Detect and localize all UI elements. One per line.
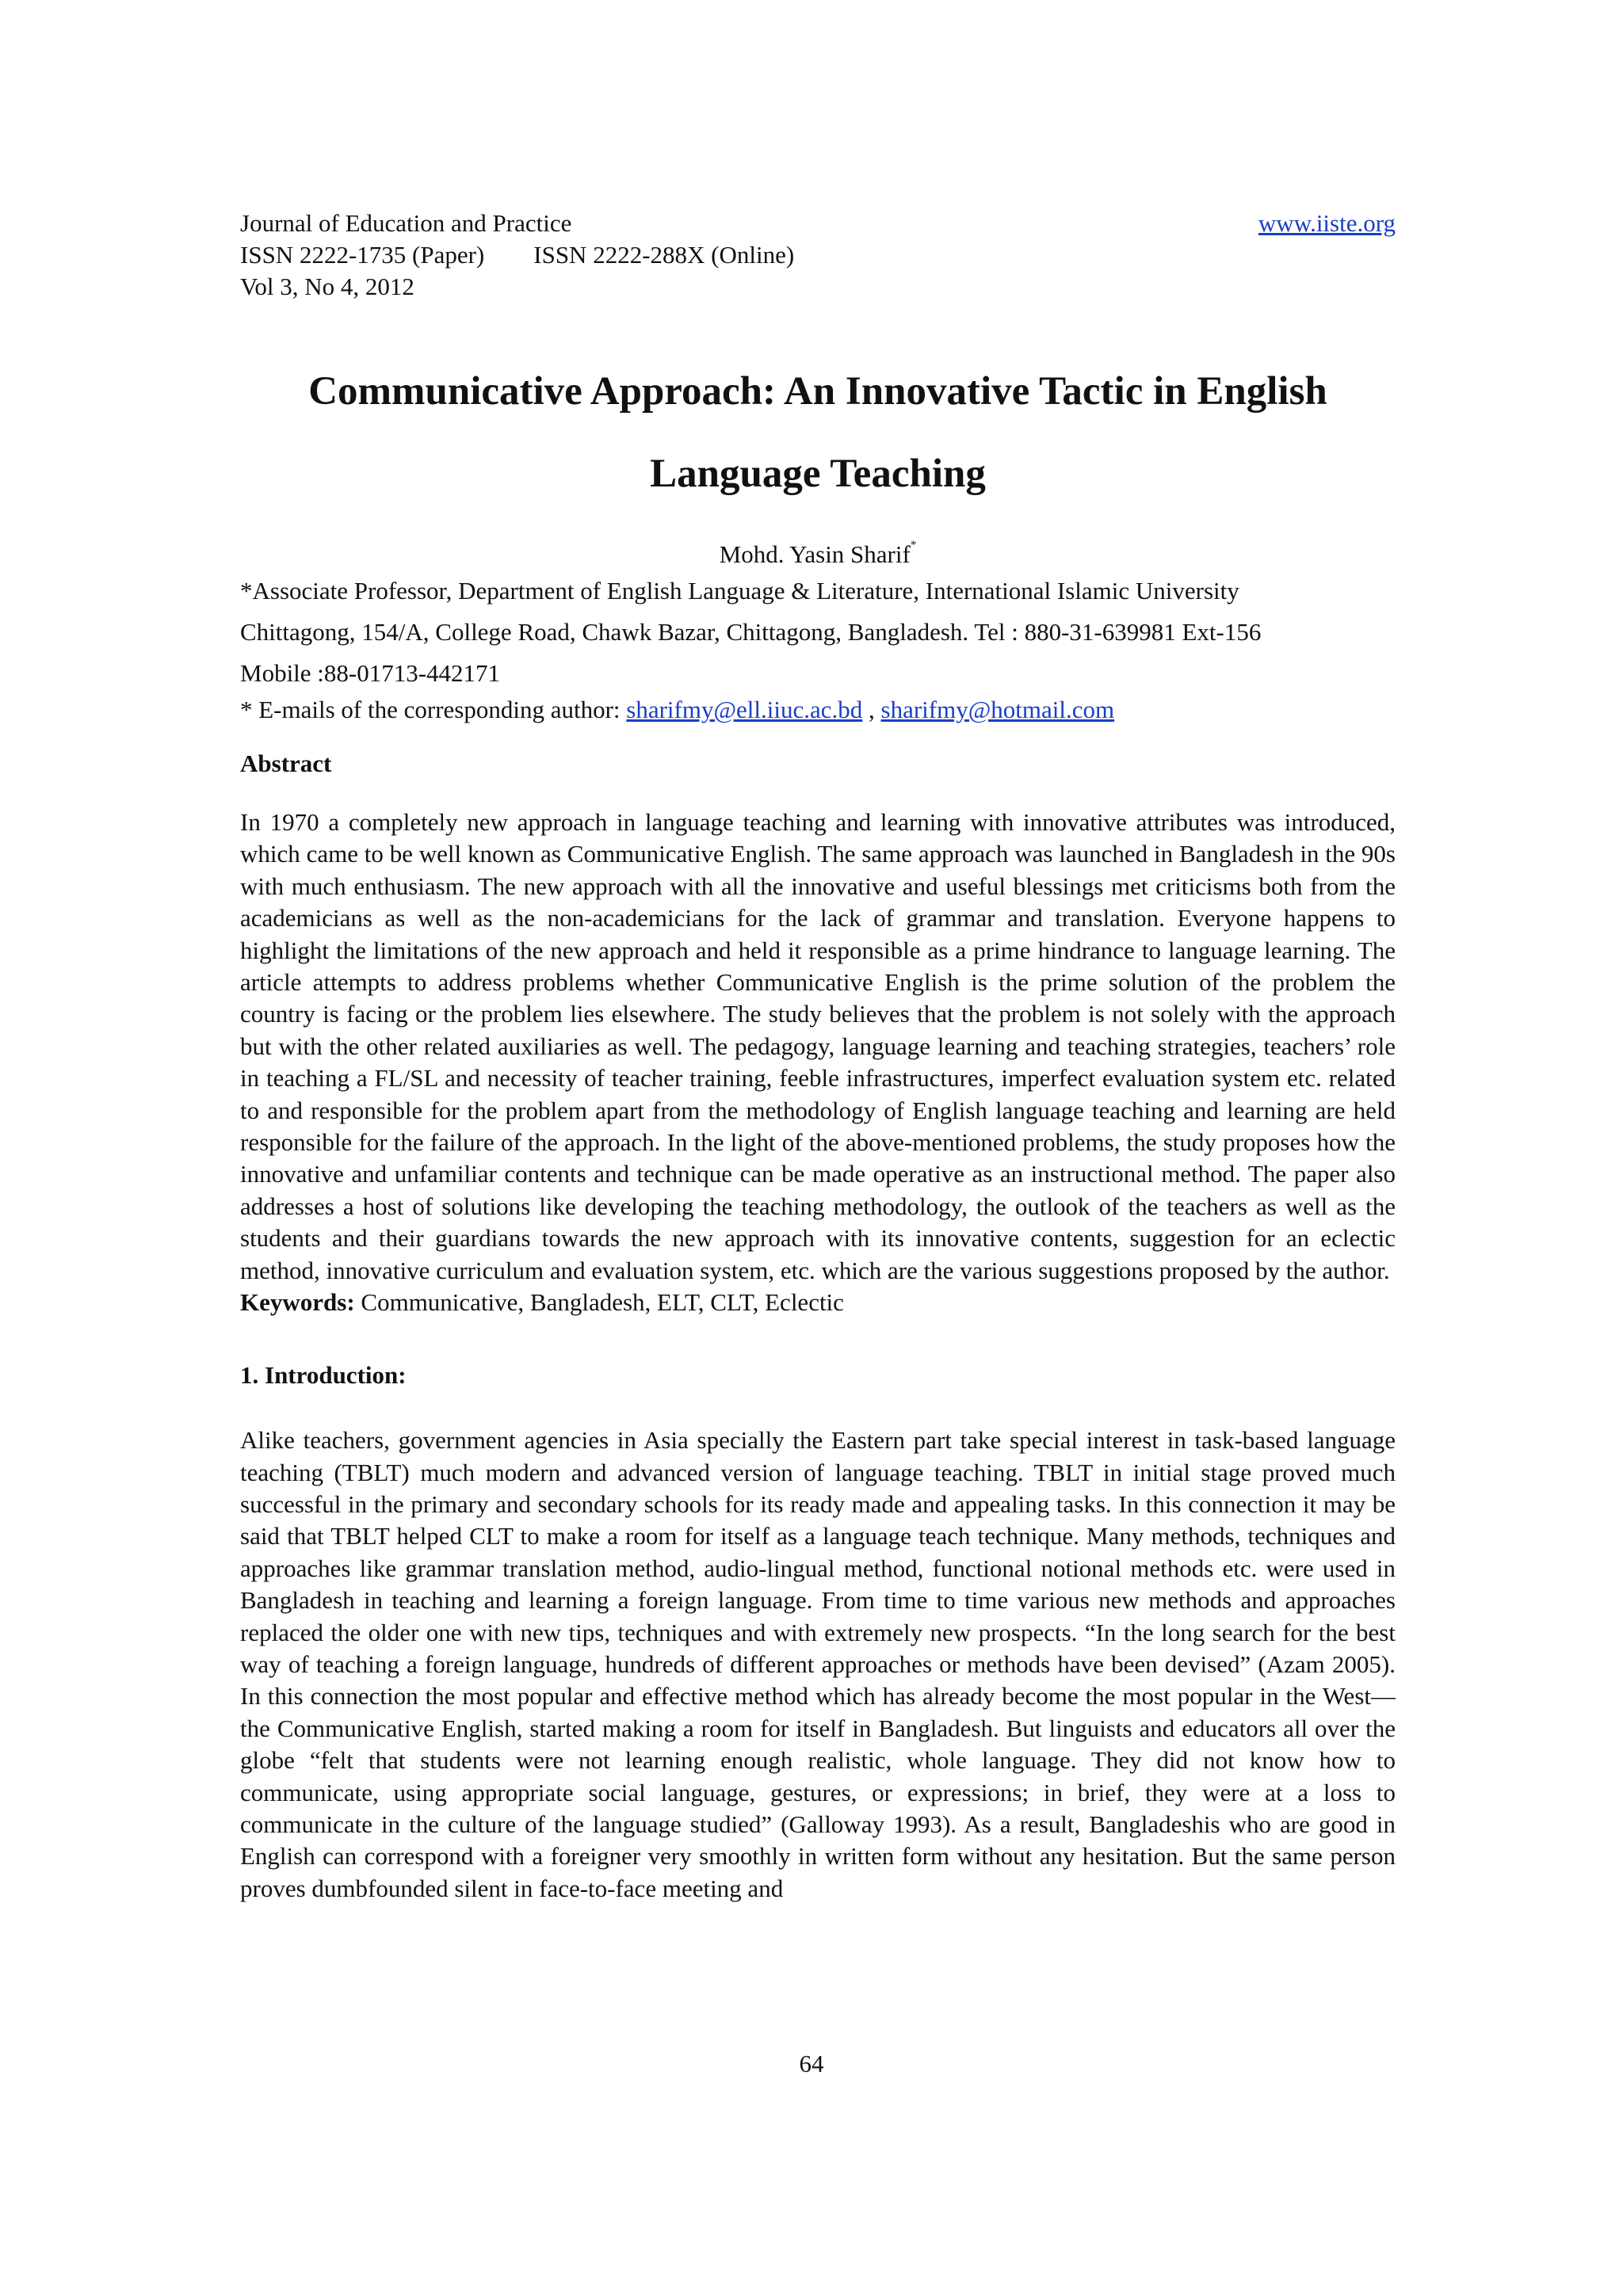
email-link-1[interactable]: sharifmy@ell.iiuc.ac.bd bbox=[626, 696, 863, 723]
keywords-list: Communicative, Bangladesh, ELT, CLT, Eclectic bbox=[354, 1288, 844, 1317]
article-title bbox=[240, 350, 1396, 515]
email-prefix: * E-mails of the corresponding author: bbox=[240, 696, 627, 723]
issn-line bbox=[240, 239, 1396, 271]
journal-name: Journal of Education and Practice bbox=[240, 209, 572, 237]
affiliation-line-1: *Associate Professor, Department of English Language & Literature, International Islamic University bbox=[240, 577, 1239, 605]
author-affiliation bbox=[240, 570, 1396, 694]
author-line bbox=[240, 529, 1396, 570]
mobile-number: Mobile :88-01713-442171 bbox=[240, 659, 501, 687]
abstract-text: In 1970 a completely new approach in language teaching and learning with innovative attributes was introduced, which came to be well known as Communicative English. The same approach was launched in Bangladesh in the 90s with much enthusiasm. The new approach with all the innovative and useful blessings met criticisms both from the academicians as well as the non-academicians for the lack of grammar and translation. Everyone happens to highlight the limitations of the new approach and held it responsible as a prime hindrance to language learning. The article attempts to address problems whether Communicative English is the prime solution of the problem the country is facing or the problem lies elsewhere. The study believes that the problem is not solely with the approach but with the other related auxiliaries as well. The pedagogy, language learning and teaching strategies, teachers’ role in teaching a FL/SL and necessity of teacher training, feeble infrastructures, imperfect evaluation system etc. related to and responsible for the problem apart from the methodology of English language teaching and learning are held responsible for the failure of the approach. In the light of the above-mentioned problems, the study proposes how the innovative and unfamiliar contents and technique can be made operative as an instructional method. The paper also addresses a host of solutions like developing the teaching methodology, the outlook of the teachers as well as the students and their guardians towards the new approach with its innovative contents, suggestion for an eclectic method, innovative curriculum and evaluation system, etc. which are the various suggestions proposed by the author. bbox=[240, 808, 1396, 1284]
author-name: Mohd. Yasin Sharif bbox=[719, 540, 911, 568]
keywords-label: Keywords: bbox=[240, 1288, 355, 1317]
article-title-line-1: Communicative Approach: An Innovative Tactic in English bbox=[308, 369, 1327, 414]
volume-info: Vol 3, No 4, 2012 bbox=[240, 273, 414, 300]
author-emails bbox=[240, 691, 1396, 729]
abstract-heading: Abstract bbox=[240, 749, 332, 777]
introduction-heading: 1. Introduction: bbox=[240, 1361, 407, 1390]
affiliation-line-2: Chittagong, 154/A, College Road, Chawk Bazar, Chittagong, Bangladesh. Tel : 880-31-639981 Ext-156 bbox=[240, 618, 1262, 646]
page-content bbox=[240, 208, 1396, 1905]
journal-header bbox=[240, 208, 1396, 303]
author-footnote-mark: * bbox=[910, 539, 917, 551]
introduction-text: Alike teachers, government agencies in Asia specially the Eastern part take special interest in task-based language teaching (TBLT) much modern and advanced version of language teaching. TBLT in initial stage proved much successful in the primary and secondary schools for its ready made and appealing tasks. In this connection it may be said that TBLT helped CLT to make a room for itself as a language teach technique. Many methods, techniques and approaches like grammar translation method, audio-lingual method, functional notional methods etc. were used in Bangladesh in teaching and learning a foreign language. From time to time various new methods and approaches replaced the older one with new tips, techniques and with extremely new prospects. “In the long search for the best way of teaching a foreign language, hundreds of different approaches or methods have been devised” (Azam 2005). In this connection the most popular and effective method which has already become the most popular in the West— the Communicative English, started making a room for itself in Bangladesh. But linguists and educators all over the globe “felt that students were not learning enough realistic, whole language. They did not know how to communicate, using appropriate social language, gestures, or expressions; in brief, they were at a loss to communicate in the culture of the language studied” (Galloway 1993). As a result, Bangladeshis who are good in English can correspond with a foreigner very smoothly in written form without any hesitation. But the same person proves dumbfounded silent in face-to-face meeting and bbox=[240, 1426, 1396, 1902]
email-link-2[interactable]: sharifmy@hotmail.com bbox=[880, 696, 1115, 723]
issn-online: ISSN 2222-288X (Online) bbox=[533, 241, 795, 269]
issn-paper: ISSN 2222-1735 (Paper) bbox=[240, 241, 485, 269]
keywords-line bbox=[240, 1287, 1396, 1318]
page-number: 64 bbox=[799, 2050, 824, 2077]
journal-website-link[interactable]: www.iiste.org bbox=[1258, 209, 1396, 237]
article-title-line-2: Language Teaching bbox=[650, 452, 986, 496]
email-separator: , bbox=[862, 696, 881, 723]
